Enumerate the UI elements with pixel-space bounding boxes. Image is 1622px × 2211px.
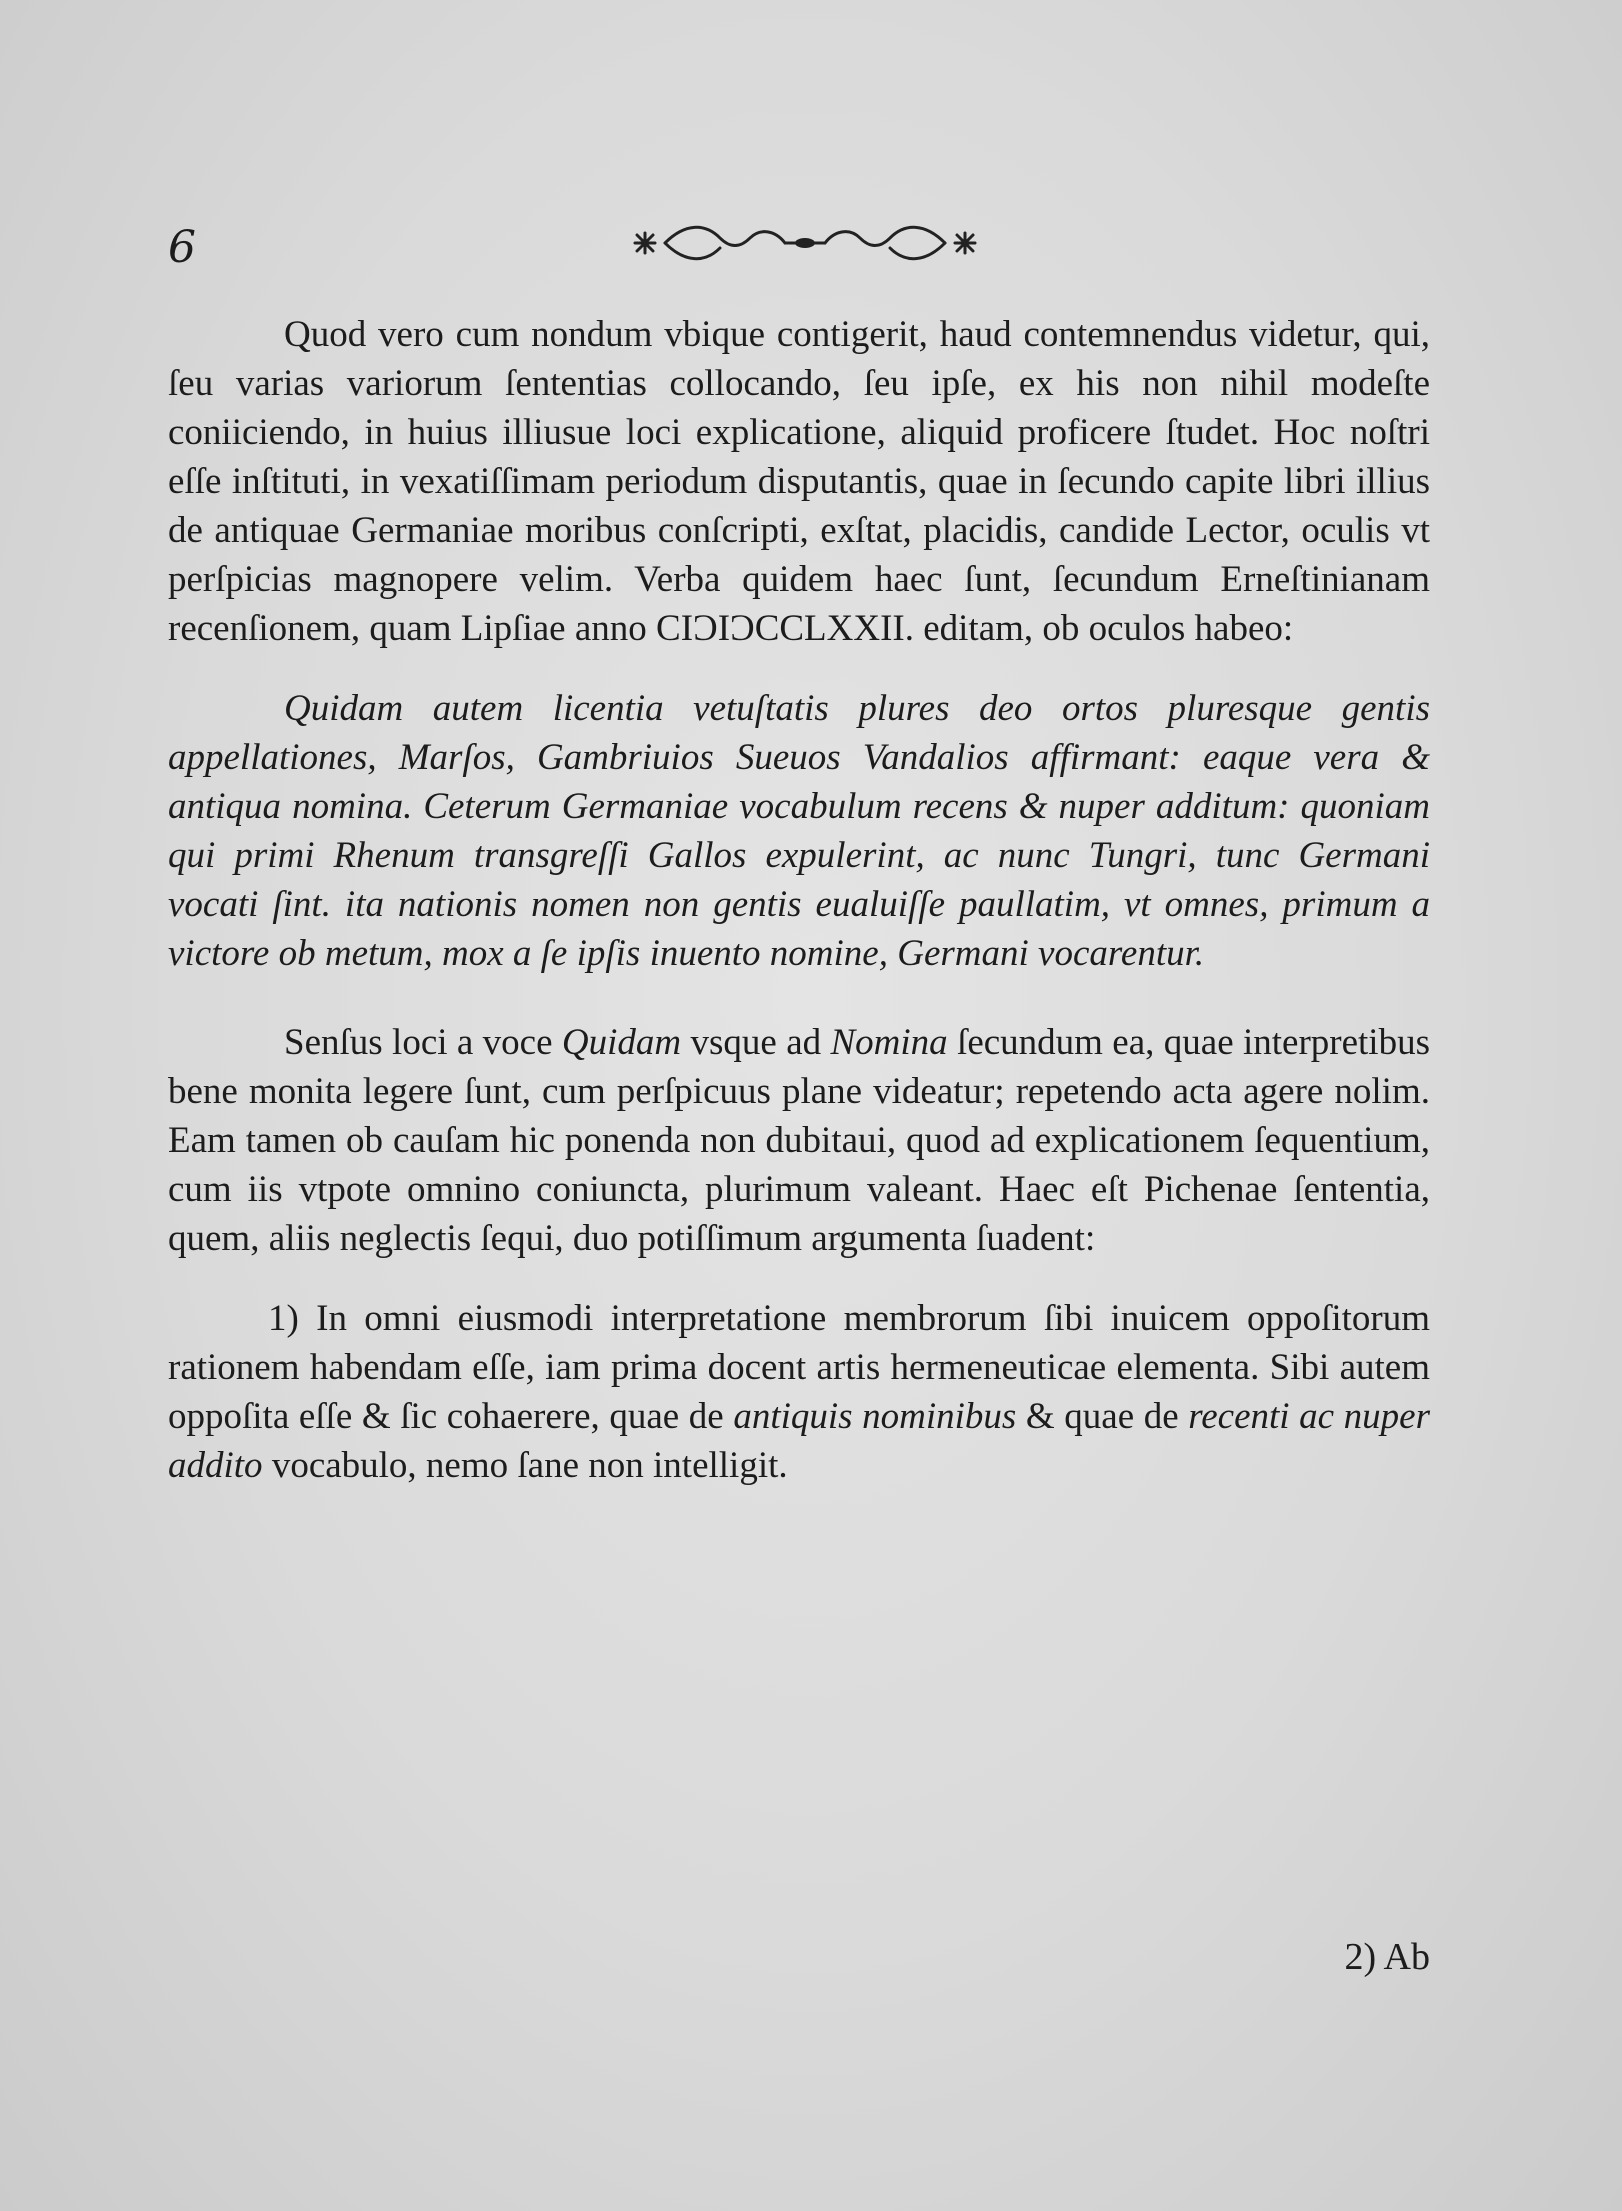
paragraph-text: 1) In omni eiusmodi interpretatione membrorum ſibi inuicem oppoſitorum rationem habendam eſſe, iam prima docent artis hermeneuticae elementa. Sibi autem oppoſita eſſe & ſic cohaerere, quae de [168,1298,1430,1437]
paragraph-text: ſecundum ea, quae interpretibus bene monita legere ſunt, cum perſpicuus plane videatur; repetendo acta agere nolim. Eam tamen ob cauſam hic ponenda non dubitaui, quod ad explicationem ſequentium, cum iis vtpote omnino coniuncta, plurimum valeant. Haec eſt Pichenae ſententia, quem, aliis neglectis ſequi, duo potiſſimum argumenta ſuadent: [168,1022,1430,1259]
catchword: 2) Ab [1344,1936,1430,1978]
italic-term: Quidam [561,1022,682,1063]
quotation-text: Quidam autem licentia vetuſtatis plures deo ortos pluresque gentis appellationes, Marſos, Gambriuios Sueuos Vandalios affirmant: eaque vera & antiqua nomina. Ceterum Germaniae vocabulum recens & nuper additum: quoniam qui primi Rhenum transgreſſi Gallos expulerint, ac nunc Tungri, tunc Germani vocati ſint. ita nationis nomen non gentis eualuiſſe paullatim, vt omnes, primum a victore ob metum, mox a ſe ipſis inuento nomine, Germani vocarentur. [168,688,1430,974]
body-text [168,310,1430,1496]
paragraph-text: & quae de [1016,1396,1189,1437]
paragraph-text: Senſus loci a voce [284,1022,562,1063]
italic-term: antiquis nominibus [733,1396,1017,1437]
paragraph-text: vocabulo, nemo ſane non intelligit. [262,1445,788,1486]
paragraph-text: vsque ad [681,1022,831,1063]
page-number: 6 [168,222,196,273]
paragraph-commentary [168,1018,1430,1263]
paragraph-introduction [168,310,1430,653]
italic-term: recenti ac nuper addito [168,1396,1431,1486]
paragraph-tacitus-quotation [168,684,1430,978]
paragraph-argument-one [168,1294,1430,1490]
italic-term: Nomina [830,1022,948,1063]
paragraph-text: Quod vero cum nondum vbique contigerit, haud contemnendus videtur, qui, ſeu varias variorum ſententias collocando, ſeu ipſe, ex his non nihil modeſte coniiciendo, in huius illiusue loci explicatione, aliquid proficere ſtudet. Hoc noſtri eſſe inſtituti, in vexatiſſimam periodum disputantis, quae in ſecundo capite libri illius de antiquae Germaniae moribus conſcripti, exſtat, placidis, candide Lector, oculis vt perſpicias magnopere velim. Verba quidem haec ſunt, ſecundum Erneſtinianam recenſionem, quam Lipſiae anno CIƆIƆCCLXXII. editam, ob oculos habeo: [168,314,1430,649]
printer-ornament-icon [625,218,985,268]
